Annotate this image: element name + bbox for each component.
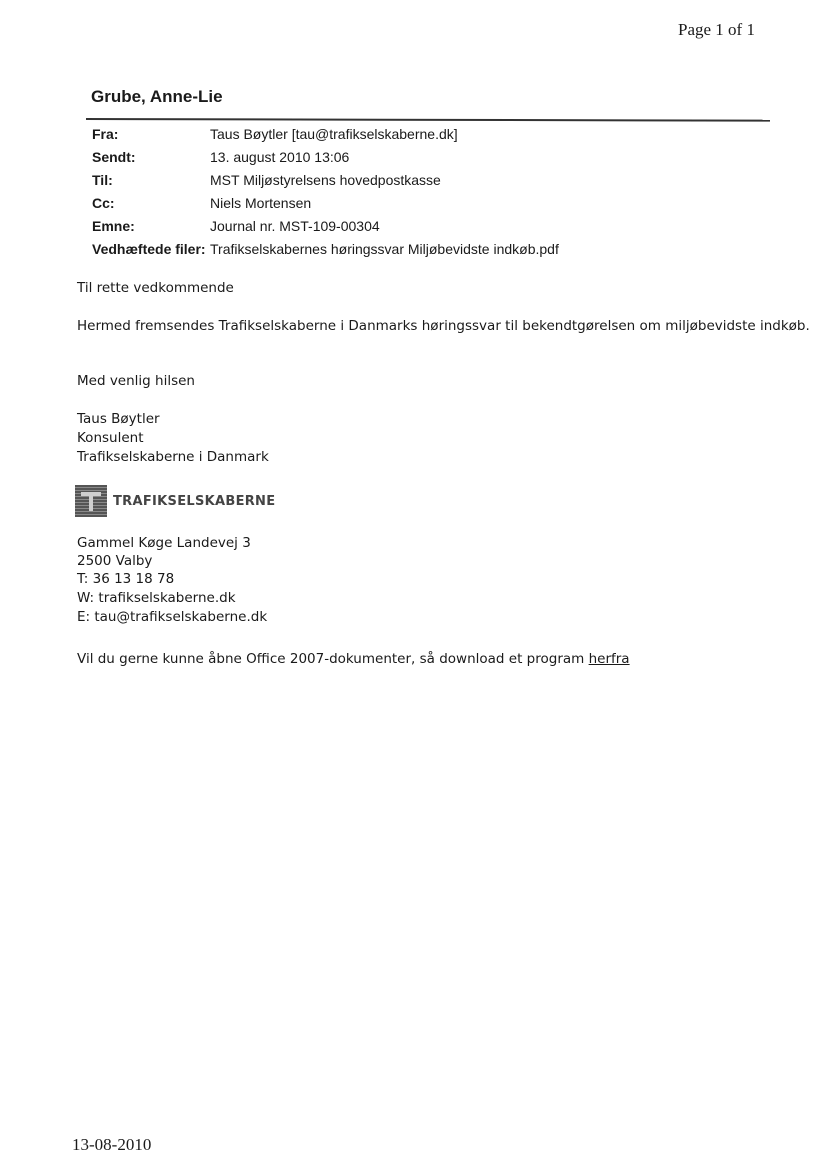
from-value: Taus Bøytler [tau@trafikselskaberne.dk] (210, 126, 458, 142)
subject-row (92, 218, 752, 241)
signature-organization: Trafikselskaberne i Danmark (77, 449, 269, 465)
signature-phone: T: 36 13 18 78 (77, 571, 175, 587)
header-divider (86, 118, 770, 122)
cc-row (92, 195, 752, 218)
cc-label: Cc: (92, 195, 115, 211)
office-note-text: Vil du gerne kunne åbne Office 2007-dokumenter, så download et program (77, 651, 585, 667)
recipient-name: Grube, Anne-Lie (91, 87, 223, 106)
sent-row (92, 149, 752, 172)
greeting: Til rette vedkommende (77, 280, 234, 296)
office-note (77, 651, 630, 667)
signature-title: Konsulent (77, 430, 144, 446)
address-line-1: Gammel Køge Landevej 3 (77, 535, 251, 551)
from-label: Fra: (92, 126, 119, 142)
sent-value: 13. august 2010 13:06 (210, 149, 350, 165)
to-row (92, 172, 752, 195)
message-body: Hermed fremsendes Trafikselskaberne i Danmarks høringssvar til bekendtgørelsen om miljøbevidste indkøb. (77, 318, 810, 334)
logo-t-icon (75, 485, 107, 517)
signature-email[interactable]: E: tau@trafikselskaberne.dk (77, 609, 268, 625)
attachment-file[interactable]: Trafikselskabernes høringssvar Miljøbevidste indkøb.pdf (210, 241, 559, 257)
subject-value: Journal nr. MST-109-00304 (210, 218, 380, 234)
attachments-label: Vedhæftede filer: (92, 241, 206, 257)
page-number: Page 1 of 1 (678, 20, 755, 39)
to-label: Til: (92, 172, 113, 188)
herfra-link[interactable]: herfra (588, 651, 630, 667)
attachments-row (92, 241, 752, 264)
trafikselskaberne-logo (75, 485, 275, 517)
address-line-2: 2500 Valby (77, 553, 153, 569)
logo-wordmark: TRAFIKSELSKABERNE (113, 493, 276, 509)
cc-value: Niels Mortensen (210, 195, 312, 211)
closing: Med venlig hilsen (77, 373, 195, 389)
signature-web[interactable]: W: trafikselskaberne.dk (77, 590, 236, 606)
from-row (92, 126, 752, 149)
signature-name: Taus Bøytler (77, 411, 160, 427)
sent-label: Sendt: (92, 149, 136, 165)
email-header-table (92, 126, 752, 264)
footer-date: 13-08-2010 (72, 1135, 152, 1154)
subject-label: Emne: (92, 218, 135, 234)
to-value: MST Miljøstyrelsens hovedpostkasse (210, 172, 441, 188)
